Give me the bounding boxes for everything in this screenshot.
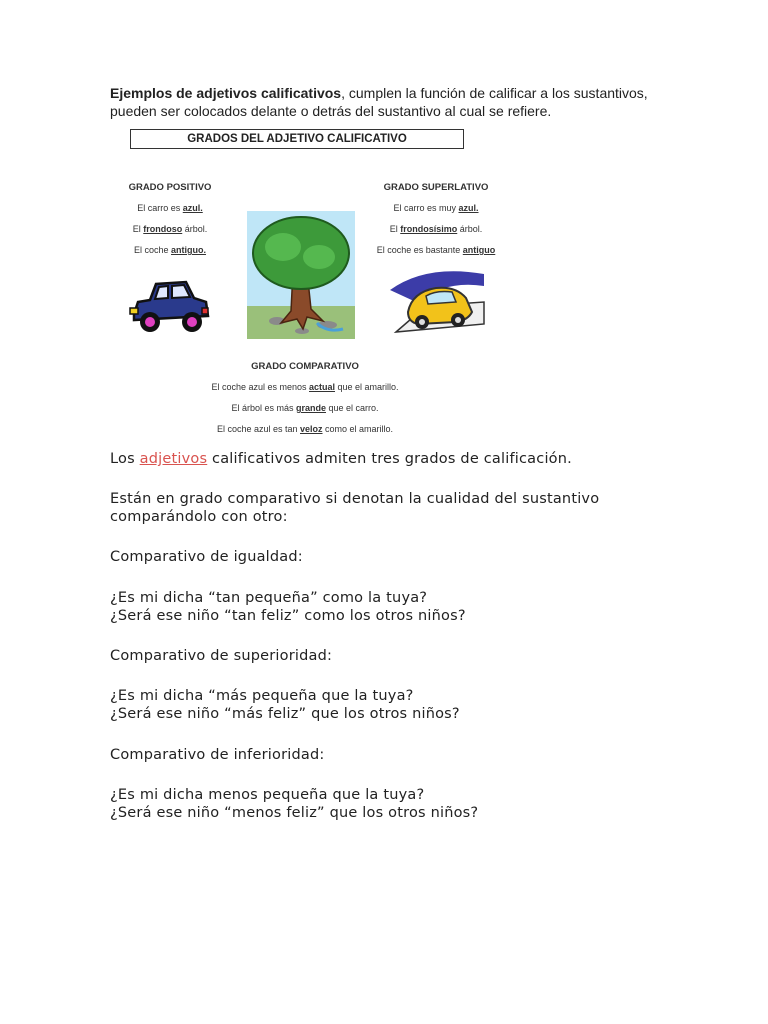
tree-icon xyxy=(247,211,355,339)
grado-positivo-heading: GRADO POSITIVO xyxy=(128,182,212,193)
heading-superioridad: Comparativo de superioridad: xyxy=(110,648,333,664)
paragraph-grados: Los adjetivos calificativos admiten tres grados de calificación. xyxy=(110,451,572,467)
superlativo-line-3: El coche es bastante antiguo xyxy=(376,245,496,255)
grados-figure xyxy=(110,122,498,440)
grado-positivo-block xyxy=(110,177,230,261)
positivo-line-1: El carro es azul. xyxy=(137,203,203,213)
intro-paragraph xyxy=(110,84,670,120)
comparativo-line-3: El coche azul es tan veloz como el amarillo. xyxy=(216,424,394,434)
grado-comparativo-heading: GRADO COMPARATIVO xyxy=(251,361,359,372)
grado-superlativo-block xyxy=(365,177,507,261)
yellow-car-icon xyxy=(386,262,486,340)
intro-bold-title: Ejemplos de adjetivos calificativos xyxy=(110,85,342,101)
figure-title: GRADOS DEL ADJETIVO CALIFICATIVO xyxy=(130,129,464,149)
positivo-line-3: El coche antiguo. xyxy=(133,245,207,255)
heading-igualdad: Comparativo de igualdad: xyxy=(110,549,303,565)
grado-superlativo-heading: GRADO SUPERLATIVO xyxy=(383,182,489,193)
paragraph-comparativo: Están en grado comparativo si denotan la cualidad del sustantivo comparándolo con otro: xyxy=(110,491,600,525)
example-superioridad: ¿Es mi dicha “más pequeña que la tuya? ¿Será ese niño “más feliz” que los otros niños? xyxy=(110,688,460,722)
positivo-line-2: El frondoso árbol. xyxy=(132,224,208,234)
adjetivos-link[interactable]: adjetivos xyxy=(139,451,208,467)
superlativo-line-1: El carro es muy azul. xyxy=(393,203,479,213)
blue-car-icon xyxy=(128,274,212,338)
heading-inferioridad: Comparativo de inferioridad: xyxy=(110,747,325,763)
example-inferioridad: ¿Es mi dicha menos pequeña que la tuya? ¿Será ese niño “menos feliz” que los otros niños? xyxy=(110,787,479,821)
grado-comparativo-block xyxy=(180,356,430,440)
comparativo-line-1: El coche azul es menos actual que el amarillo. xyxy=(211,382,399,392)
example-igualdad: ¿Es mi dicha “tan pequeña” como la tuya? ¿Será ese niño “tan feliz” como los otros niños? xyxy=(110,590,466,624)
comparativo-line-2: El árbol es más grande que el carro. xyxy=(231,403,379,413)
intro-text-line2: pueden ser colocados delante o detrás del sustantivo al cual se refiere. xyxy=(110,103,552,119)
superlativo-line-2: El frondosísimo árbol. xyxy=(389,224,483,234)
intro-text-line1: , cumplen la función de calificar a los sustantivos, xyxy=(341,85,648,101)
